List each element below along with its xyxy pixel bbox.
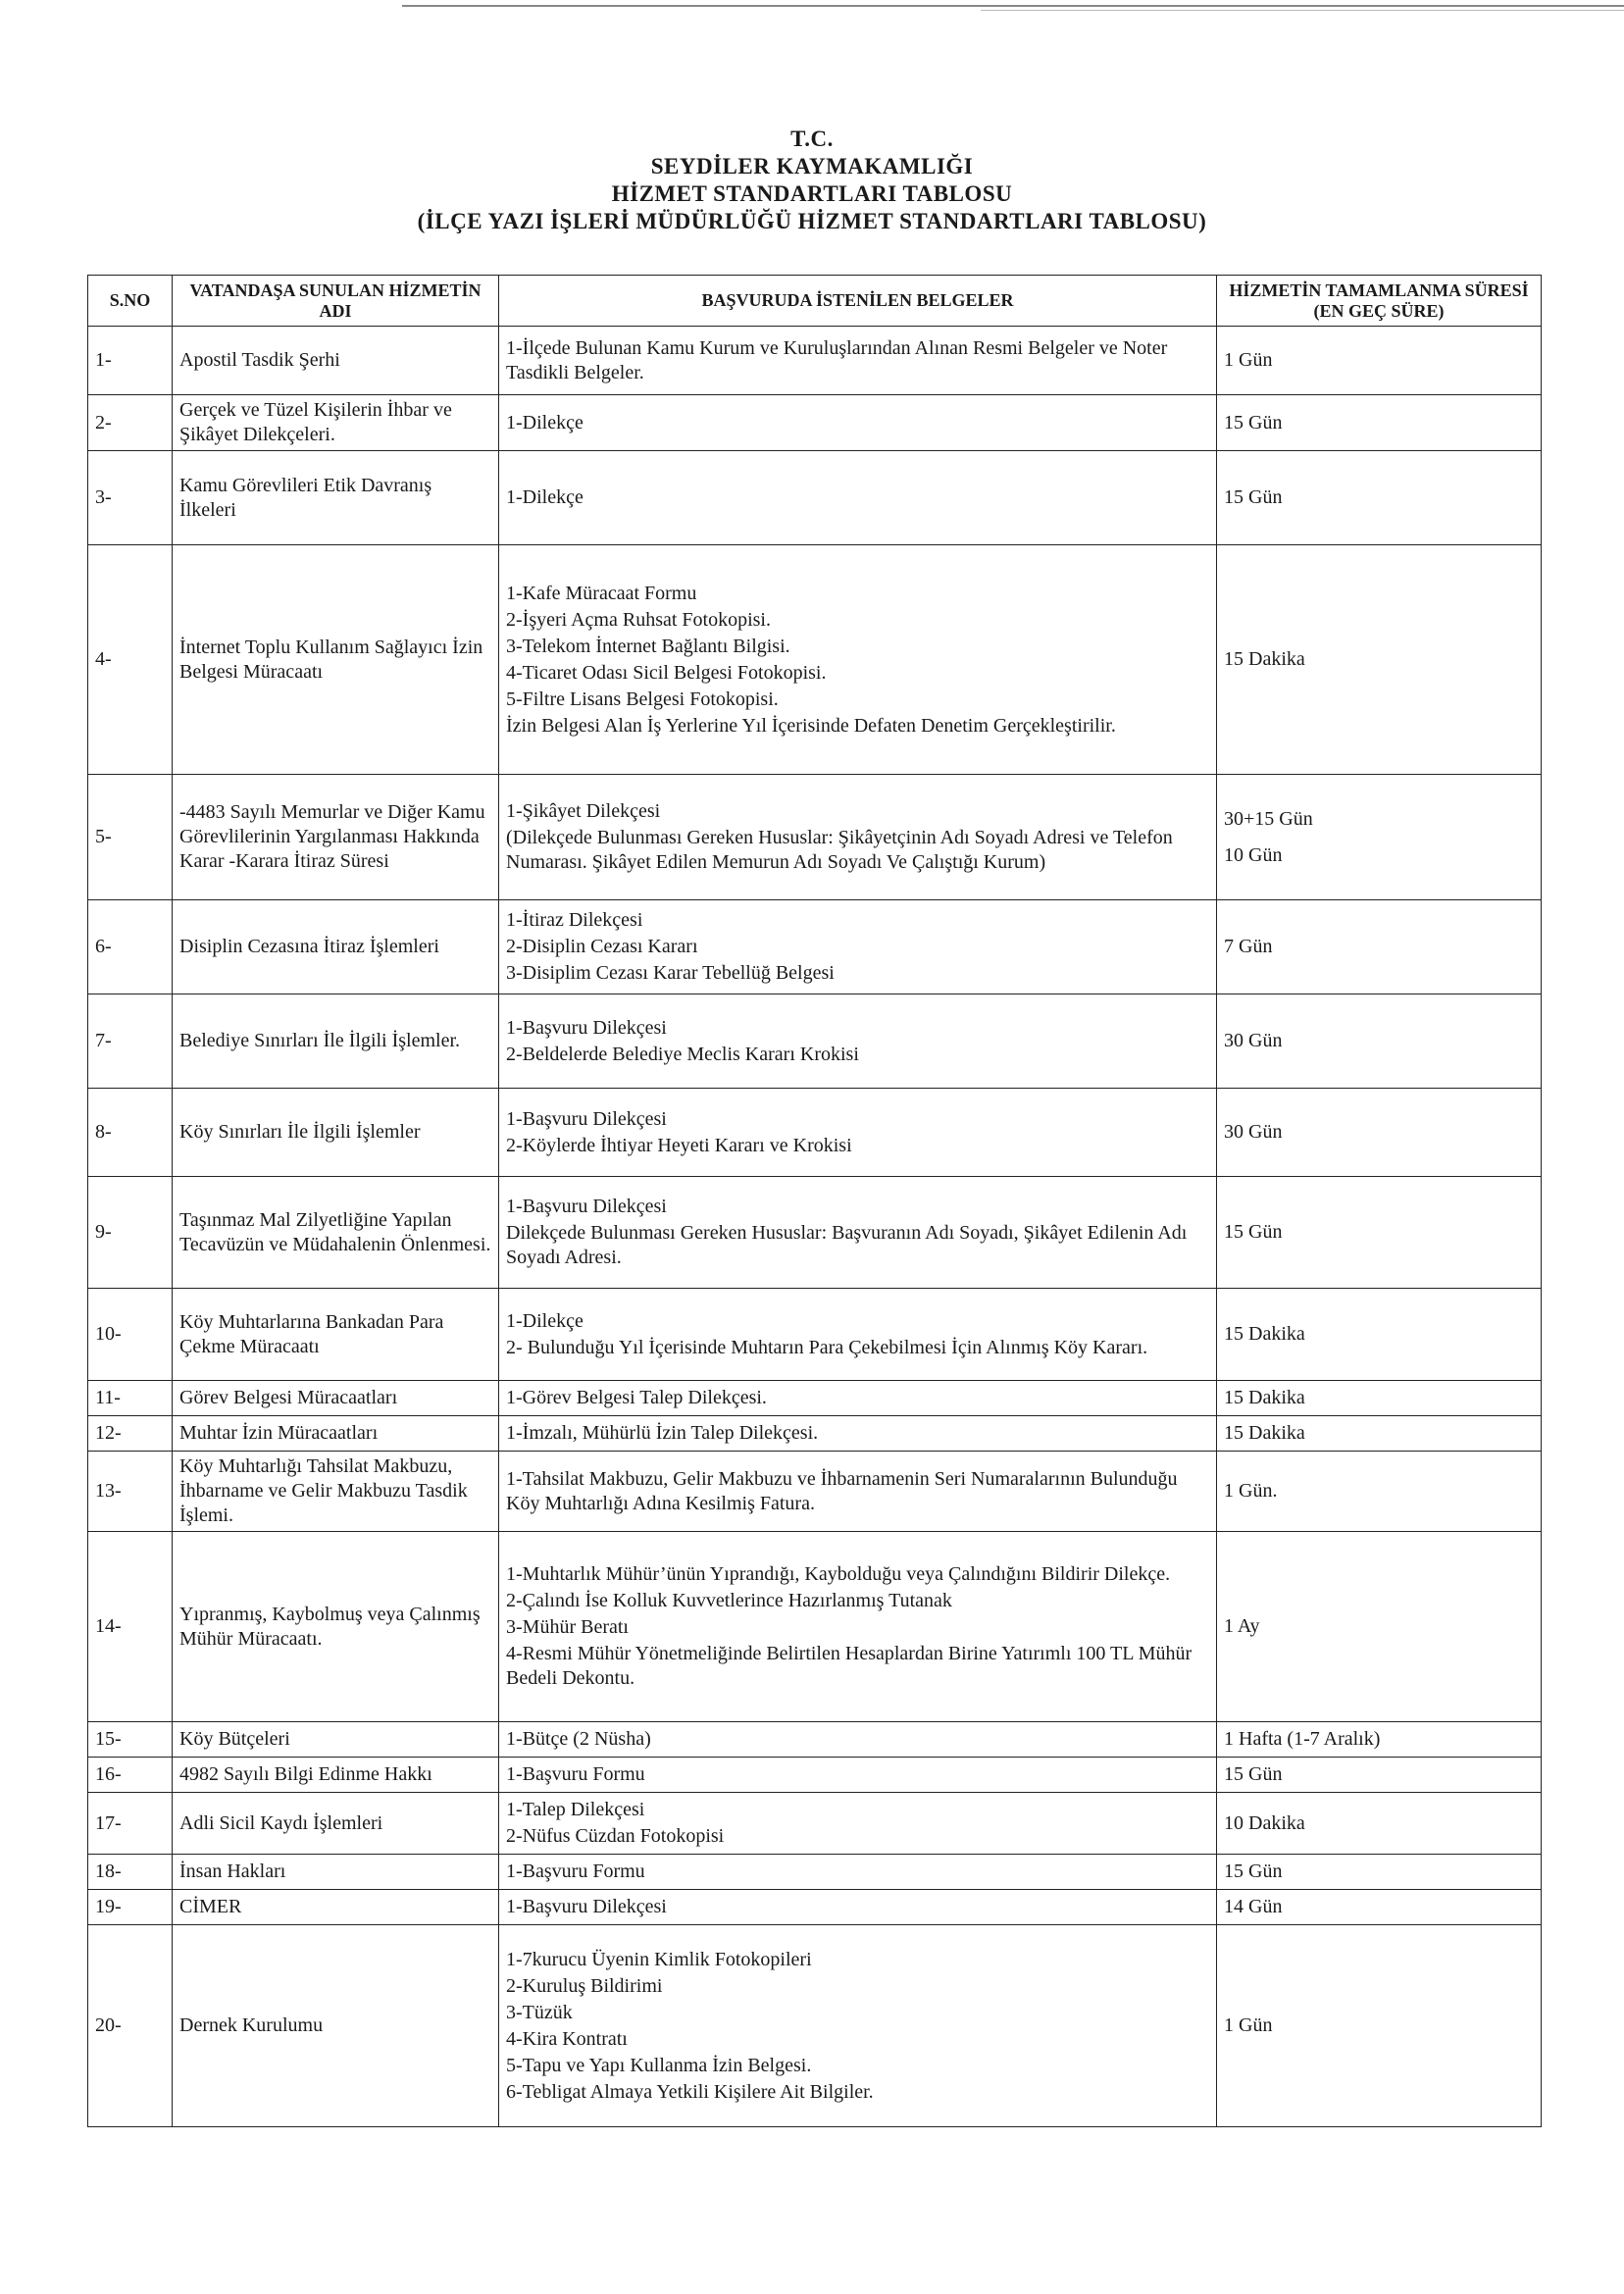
required-documents xyxy=(499,1177,1217,1289)
time-value: 14 Gün xyxy=(1224,1896,1283,1917)
service-name: -4483 Sayılı Memurlar ve Diğer Kamu Görevlilerinin Yargılanması Hakkında Karar -Karara İtiraz Süresi xyxy=(173,775,499,900)
table-row xyxy=(88,395,1542,451)
document-item: 2-Çalındı İse Kolluk Kuvvetlerince Hazırlanmış Tutanak xyxy=(506,1590,952,1611)
completion-time xyxy=(1217,1925,1542,2127)
required-documents xyxy=(499,545,1217,775)
row-number: 18- xyxy=(88,1855,173,1890)
service-name: Disiplin Cezasına İtiraz İşlemleri xyxy=(173,900,499,994)
document-header xyxy=(0,126,1624,235)
required-documents xyxy=(499,994,1217,1089)
service-name: İnternet Toplu Kullanım Sağlayıcı İzin Belgesi Müracaatı xyxy=(173,545,499,775)
required-documents xyxy=(499,395,1217,451)
completion-time xyxy=(1217,1758,1542,1793)
required-documents xyxy=(499,1416,1217,1452)
header-service: VATANDAŞA SUNULAN HİZMETİN ADI xyxy=(173,276,499,327)
time-value: 1 Ay xyxy=(1224,1615,1260,1637)
document-item: 3-Disiplim Cezası Karar Tebellüğ Belgesi xyxy=(506,962,835,984)
row-number: 15- xyxy=(88,1722,173,1758)
document-item: 2-Kuruluş Bildirimi xyxy=(506,1974,663,1997)
document-item: 4-Ticaret Odası Sicil Belgesi Fotokopisi. xyxy=(506,661,827,684)
document-item: 5-Tapu ve Yapı Kullanma İzin Belgesi. xyxy=(506,2054,812,2076)
table-row xyxy=(88,1925,1542,2127)
table-body xyxy=(88,327,1542,2127)
document-item: 1-Tahsilat Makbuzu, Gelir Makbuzu ve İhbarnamenin Seri Numaralarının Bulunduğu Köy Muhtarlığı Adına Kesilmiş Fatura. xyxy=(506,1467,1178,1514)
required-documents xyxy=(499,1890,1217,1925)
completion-time xyxy=(1217,327,1542,395)
table-row xyxy=(88,900,1542,994)
row-number: 19- xyxy=(88,1890,173,1925)
required-documents xyxy=(499,1722,1217,1758)
completion-time xyxy=(1217,900,1542,994)
completion-time xyxy=(1217,1452,1542,1532)
table-row xyxy=(88,1722,1542,1758)
time-value: 15 Dakika xyxy=(1224,1387,1305,1408)
required-documents xyxy=(499,327,1217,395)
required-documents xyxy=(499,1925,1217,2127)
document-item: 1-Başvuru Dilekçesi xyxy=(506,1896,667,1917)
table-row xyxy=(88,1890,1542,1925)
scan-edge-line-secondary xyxy=(981,10,1624,11)
row-number: 10- xyxy=(88,1289,173,1381)
completion-time xyxy=(1217,1289,1542,1381)
row-number: 6- xyxy=(88,900,173,994)
table-row xyxy=(88,1416,1542,1452)
header-documents: BAŞVURUDA İSTENİLEN BELGELER xyxy=(499,276,1217,327)
service-name: Dernek Kurulumu xyxy=(173,1925,499,2127)
service-name: 4982 Sayılı Bilgi Edinme Hakkı xyxy=(173,1758,499,1793)
row-number: 14- xyxy=(88,1532,173,1722)
time-value: 15 Gün xyxy=(1224,1763,1283,1785)
document-item: 1-Başvuru Formu xyxy=(506,1861,645,1882)
completion-time xyxy=(1217,395,1542,451)
table-row xyxy=(88,1089,1542,1177)
document-item: 2-İşyeri Açma Ruhsat Fotokopisi. xyxy=(506,608,771,631)
document-item: 2-Köylerde İhtiyar Heyeti Kararı ve Krokisi xyxy=(506,1134,852,1156)
row-number: 2- xyxy=(88,395,173,451)
document-item: 1-Şikâyet Dilekçesi xyxy=(506,800,661,822)
service-name: Yıpranmış, Kaybolmuş veya Çalınmış Mühür Müracaatı. xyxy=(173,1532,499,1722)
document-item: 1-Bütçe (2 Nüsha) xyxy=(506,1728,651,1750)
row-number: 7- xyxy=(88,994,173,1089)
service-name: Köy Muhtarlığı Tahsilat Makbuzu, İhbarname ve Gelir Makbuzu Tasdik İşlemi. xyxy=(173,1452,499,1532)
document-item: 2-Nüfus Cüzdan Fotokopisi xyxy=(506,1825,725,1847)
table-row xyxy=(88,1381,1542,1416)
table-row xyxy=(88,545,1542,775)
time-value: 15 Gün xyxy=(1224,1861,1283,1882)
time-value: 1 Gün xyxy=(1224,2014,1273,2036)
document-item: 5-Filtre Lisans Belgesi Fotokopisi. xyxy=(506,688,779,710)
document-item: 1-Başvuru Dilekçesi xyxy=(506,1016,667,1039)
document-item: 1-İlçede Bulunan Kamu Kurum ve Kuruluşlarından Alınan Resmi Belgeler ve Noter Tasdikli Belgeler. xyxy=(506,336,1168,383)
completion-time xyxy=(1217,775,1542,900)
row-number: 3- xyxy=(88,451,173,545)
table-row xyxy=(88,1793,1542,1855)
required-documents xyxy=(499,1758,1217,1793)
document-item: 1-İtiraz Dilekçesi xyxy=(506,909,643,931)
service-name: Apostil Tasdik Şerhi xyxy=(173,327,499,395)
document-item: 4-Kira Kontratı xyxy=(506,2027,628,2050)
required-documents xyxy=(499,1532,1217,1722)
row-number: 13- xyxy=(88,1452,173,1532)
table-row xyxy=(88,994,1542,1089)
required-documents xyxy=(499,1452,1217,1532)
document-item: 1-Dilekçe xyxy=(506,411,584,433)
completion-time xyxy=(1217,1722,1542,1758)
completion-time xyxy=(1217,1793,1542,1855)
document-item: 1-Görev Belgesi Talep Dilekçesi. xyxy=(506,1387,767,1408)
time-value: 15 Gün xyxy=(1224,1221,1283,1243)
row-number: 4- xyxy=(88,545,173,775)
completion-time xyxy=(1217,1089,1542,1177)
row-number: 16- xyxy=(88,1758,173,1793)
completion-time xyxy=(1217,1416,1542,1452)
document-item: 1-Dilekçe xyxy=(506,1309,584,1332)
completion-time xyxy=(1217,1532,1542,1722)
document-item: 1-Dilekçe xyxy=(506,486,584,508)
required-documents xyxy=(499,1793,1217,1855)
document-item: 1-Muhtarlık Mühür’ünün Yıprandığı, Kaybolduğu veya Çalındığını Bildirir Dilekçe. xyxy=(506,1563,1171,1585)
required-documents xyxy=(499,451,1217,545)
document-item: 1-Kafe Müracaat Formu xyxy=(506,582,697,604)
time-value: 1 Gün. xyxy=(1224,1480,1278,1502)
document-item: (Dilekçede Bulunması Gereken Hususlar: Şikâyetçinin Adı Soyadı Adresi ve Telefon Numarası. Şikâyet Edilen Memurun Adı Soyadı Ve Çalıştığı Kurum) xyxy=(506,827,1173,873)
document-item: İzin Belgesi Alan İş Yerlerine Yıl İçerisinde Defaten Denetim Gerçekleştirilir. xyxy=(506,714,1116,737)
time-value: 15 Dakika xyxy=(1224,1422,1305,1444)
document-item: 2- Bulunduğu Yıl İçerisinde Muhtarın Para Çekebilmesi İçin Alınmış Köy Kararı. xyxy=(506,1336,1148,1358)
row-number: 20- xyxy=(88,1925,173,2127)
service-name: Kamu Görevlileri Etik Davranış İlkeleri xyxy=(173,451,499,545)
row-number: 5- xyxy=(88,775,173,900)
document-item: 1-Başvuru Dilekçesi xyxy=(506,1107,667,1130)
header-duration: HİZMETİN TAMAMLANMA SÜRESİ (EN GEÇ SÜRE) xyxy=(1217,276,1542,327)
completion-time xyxy=(1217,1381,1542,1416)
time-value: 15 Gün xyxy=(1224,486,1283,508)
row-number: 17- xyxy=(88,1793,173,1855)
document-item: 6-Tebligat Almaya Yetkili Kişilere Ait Bilgiler. xyxy=(506,2080,874,2103)
document-item: 3-Telekom İnternet Bağlantı Bilgisi. xyxy=(506,635,790,657)
table-row xyxy=(88,1289,1542,1381)
document-item: 1-Talep Dilekçesi xyxy=(506,1799,645,1820)
row-number: 9- xyxy=(88,1177,173,1289)
header-line-tc: T.C. xyxy=(790,127,834,151)
time-value: 1 Hafta (1-7 Aralık) xyxy=(1224,1728,1381,1750)
service-standards-table xyxy=(87,275,1542,2127)
document-item: 1-7kurucu Üyenin Kimlik Fotokopileri xyxy=(506,1948,812,1970)
table-row xyxy=(88,327,1542,395)
table-row xyxy=(88,1532,1542,1722)
service-name: Muhtar İzin Müracaatları xyxy=(173,1416,499,1452)
service-name: Gerçek ve Tüzel Kişilerin İhbar ve Şikâyet Dilekçeleri. xyxy=(173,395,499,451)
service-name: Köy Sınırları İle İlgili İşlemler xyxy=(173,1089,499,1177)
table-row xyxy=(88,451,1542,545)
required-documents xyxy=(499,1381,1217,1416)
time-value: 1 Gün xyxy=(1224,349,1273,371)
time-value: 7 Gün xyxy=(1224,936,1273,957)
required-documents xyxy=(499,900,1217,994)
time-value: 15 Gün xyxy=(1224,411,1283,433)
service-name: Belediye Sınırları İle İlgili İşlemler. xyxy=(173,994,499,1089)
document-item: 1-Başvuru Dilekçesi xyxy=(506,1196,667,1217)
table-row xyxy=(88,775,1542,900)
document-item: 2-Beldelerde Belediye Meclis Kararı Krokisi xyxy=(506,1043,859,1065)
scan-edge-line xyxy=(402,5,1624,7)
completion-time xyxy=(1217,1177,1542,1289)
table-row xyxy=(88,1855,1542,1890)
time-value: 10 Dakika xyxy=(1224,1811,1305,1834)
header-line-subtitle: (İLÇE YAZI İŞLERİ MÜDÜRLÜĞÜ HİZMET STANDARTLARI TABLOSU) xyxy=(417,209,1207,233)
document-item: 4-Resmi Mühür Yönetmeliğinde Belirtilen Hesaplardan Birine Yatırımlı 100 TL Mühür Bedeli Dekontu. xyxy=(506,1643,1193,1689)
required-documents xyxy=(499,1089,1217,1177)
service-name: İnsan Hakları xyxy=(173,1855,499,1890)
service-name: Köy Muhtarlarına Bankadan Para Çekme Müracaatı xyxy=(173,1289,499,1381)
completion-time xyxy=(1217,994,1542,1089)
required-documents xyxy=(499,775,1217,900)
document-item: 3-Mühür Beratı xyxy=(506,1616,629,1638)
required-documents xyxy=(499,1855,1217,1890)
document-item: 1-İmzalı, Mühürlü İzin Talep Dilekçesi. xyxy=(506,1422,819,1444)
time-value: 30 Gün xyxy=(1224,1030,1283,1051)
time-value: 10 Gün xyxy=(1224,843,1283,866)
service-name: Köy Bütçeleri xyxy=(173,1722,499,1758)
service-name: Görev Belgesi Müracaatları xyxy=(173,1381,499,1416)
completion-time xyxy=(1217,451,1542,545)
row-number: 12- xyxy=(88,1416,173,1452)
service-name: Taşınmaz Mal Zilyetliğine Yapılan Tecavüzün ve Müdahalenin Önlenmesi. xyxy=(173,1177,499,1289)
completion-time xyxy=(1217,1890,1542,1925)
header-sno: S.NO xyxy=(88,276,173,327)
document-item: Dilekçede Bulunması Gereken Hususlar: Başvuranın Adı Soyadı, Şikâyet Edilenin Adı Soyadı Adresi. xyxy=(506,1222,1188,1268)
table-row xyxy=(88,1758,1542,1793)
time-value: 15 Dakika xyxy=(1224,1323,1305,1345)
completion-time xyxy=(1217,1855,1542,1890)
row-number: 8- xyxy=(88,1089,173,1177)
time-value: 15 Dakika xyxy=(1224,648,1305,670)
table-row xyxy=(88,1452,1542,1532)
required-documents xyxy=(499,1289,1217,1381)
service-name: CİMER xyxy=(173,1890,499,1925)
completion-time xyxy=(1217,545,1542,775)
document-item: 3-Tüzük xyxy=(506,2001,573,2023)
table-header-row xyxy=(88,276,1542,327)
time-value: 30 Gün xyxy=(1224,1121,1283,1143)
row-number: 11- xyxy=(88,1381,173,1416)
service-name: Adli Sicil Kaydı İşlemleri xyxy=(173,1793,499,1855)
time-value: 30+15 Gün xyxy=(1224,807,1313,830)
document-item: 1-Başvuru Formu xyxy=(506,1763,645,1785)
document-item: 2-Disiplin Cezası Kararı xyxy=(506,936,698,957)
row-number: 1- xyxy=(88,327,173,395)
header-line-office: SEYDİLER KAYMAKAMLIĞI xyxy=(650,154,974,178)
header-line-title: HİZMET STANDARTLARI TABLOSU xyxy=(611,181,1013,206)
table-row xyxy=(88,1177,1542,1289)
